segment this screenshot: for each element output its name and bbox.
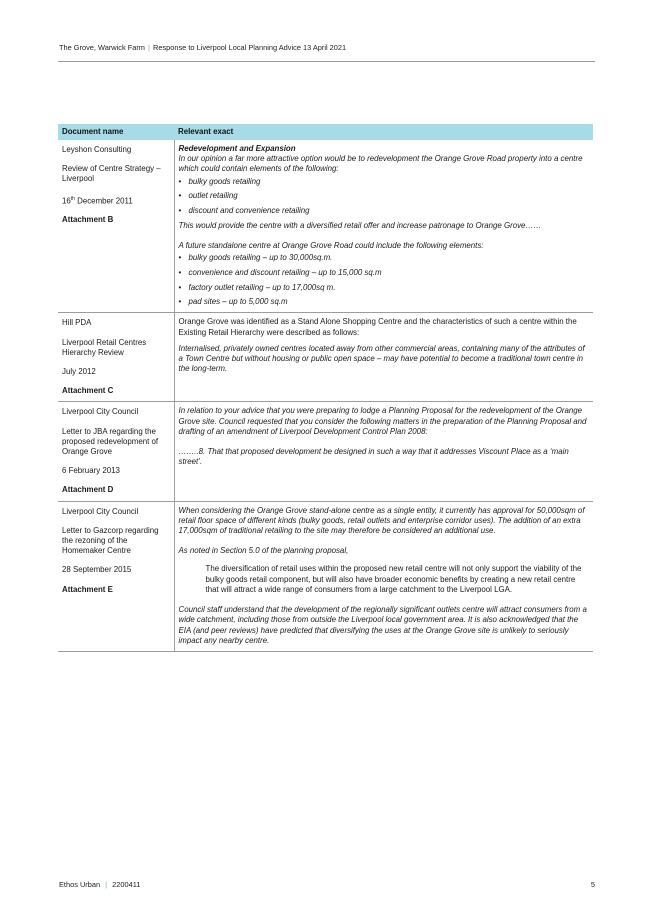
excerpt-paragraph: Internalised, privately owned centres located away from other commercial areas, containing many of the attributes of a Town Centre but without housing or public open space – may have potential to become a traditional town centre in the long-term.: [178, 343, 585, 374]
list-item: • discount and convenience retailing: [179, 206, 590, 216]
documents-table: [58, 124, 593, 652]
excerpt-paragraph: This would provide the centre with a diversified retail offer and increase patronage to Orange Grove……: [178, 220, 542, 230]
excerpt-paragraph: A future standalone centre at Orange Grove Road could include the following elements:: [178, 240, 484, 250]
document-date: July 2012: [62, 367, 96, 377]
table-header-row: [58, 124, 593, 140]
header-title: Response to Liverpool Local Planning Advice 13 April 2021: [153, 43, 347, 52]
column-header-document-name: Document name: [58, 124, 174, 140]
excerpt-paragraph: In our opinion a far more attractive option would be to redevelopment the Orange Grove Road property into a centre which could contain elements of the following:: [178, 154, 583, 174]
header-rule: [58, 61, 595, 62]
excerpt-paragraph: When considering the Orange Grove stand-alone centre as a single entity, it currently has approval for 50,000sqm of retail floor space of different kinds (bulky goods, retail outlets and enterprise corridor uses). The addition of an extra 17,000sqm of traditional retailing to the site may therefore be considered an additional use.: [178, 505, 585, 536]
page-header: [59, 43, 346, 52]
document-cell: [58, 313, 174, 402]
document-date: 16th December 2011: [62, 195, 133, 206]
excerpt-cell: [174, 501, 593, 651]
list-item: • factory outlet retailing – up to 17,000sq m.: [179, 283, 590, 293]
document-author: Hill PDA: [62, 318, 92, 328]
excerpt-cell: [174, 402, 593, 501]
list-item: • bulky goods retailing – up to 30,000sq.m.: [179, 253, 590, 263]
attachment-label: Attachment C: [62, 386, 114, 396]
document-author: Liverpool City Council: [62, 506, 139, 516]
excerpt-paragraph: ……..8. That that proposed development be designed in such a way that it addresses Viscount Place as a ‘main street’.: [178, 447, 569, 467]
document-date: 28 September 2015: [62, 565, 132, 575]
footer-company: Ethos Urban: [59, 880, 101, 889]
list-item: • bulky goods retailing: [179, 177, 590, 187]
excerpt-paragraph: Orange Grove was identified as a Stand Alone Shopping Centre and the characteristics of such a centre within the Existing Retail Hierarchy were described as follows:: [178, 317, 577, 337]
excerpt-list: [179, 177, 590, 217]
page-number: 5: [590, 880, 595, 889]
excerpt-cell: [174, 313, 593, 402]
table-row: [58, 501, 593, 651]
list-item: • pad sites – up to 5,000 sq.m: [179, 297, 590, 307]
document-title: Review of Centre Strategy – Liverpool: [62, 164, 161, 184]
header-project: The Grove, Warwick Farm: [59, 43, 145, 52]
excerpt-heading: Redevelopment and Expansion: [178, 144, 296, 153]
table-row: [58, 140, 593, 313]
document-author: Leyshon Consulting: [62, 145, 132, 154]
excerpt-quote: The diversification of retail uses within the proposed new retail centre will not only support the viability of the bulky goods retail component, but will also have broader economic benefits by creating a new retail centre that will attract a wide range of consumers from a large catchment to the Liverpool LGA.: [205, 564, 582, 594]
document-title: Letter to Gazcorp regarding the rezoning of the Homemaker Centre: [62, 525, 159, 556]
excerpt-list: [179, 253, 590, 307]
footer-job-number: 2200411: [112, 880, 141, 889]
excerpt-paragraph: Council staff understand that the development of the regionally significant outlets centre will attract consumers from a wide catchment, including those from outside the Liverpool local government area. It is also acknowledged that the EIA (and peer reviews) have predicted that diversifying the uses at the Orange Grove site is unlikely to seriously impact any nearby centre.: [178, 605, 587, 645]
document-cell: [58, 140, 174, 313]
excerpt-cell: [174, 140, 593, 313]
document-author: Liverpool City Council: [62, 407, 139, 417]
attachment-label: Attachment E: [62, 584, 113, 594]
page-footer: [59, 880, 140, 889]
footer-separator: |: [105, 880, 108, 889]
document-cell: [58, 501, 174, 651]
attachment-label: Attachment B: [62, 215, 114, 225]
document-cell: [58, 402, 174, 501]
list-item: • convenience and discount retailing – up to 15,000 sq.m: [179, 268, 590, 278]
document-title: Letter to JBA regarding the proposed redevelopment of Orange Grove: [62, 426, 159, 457]
document-date: 6 February 2013: [62, 466, 120, 476]
list-item: • outlet retailing: [179, 191, 590, 201]
attachment-label: Attachment D: [62, 485, 114, 495]
table-row: [58, 313, 593, 402]
table-row: [58, 402, 593, 501]
excerpt-paragraph: In relation to your advice that you were preparing to lodge a Planning Proposal for the redevelopment of the Orange Grove site. Council requested that you consider the following matters in the preparation of the Planning Proposal and drafting of an amendment of Liverpool Development Control Plan 2008:: [178, 406, 587, 436]
excerpt-paragraph: As noted in Section 5.0 of the planning proposal,: [178, 546, 349, 556]
header-separator: |: [148, 43, 150, 52]
document-title: Liverpool Retail Centres Hierarchy Review: [62, 337, 147, 357]
column-header-relevant-exact: Relevant exact: [174, 124, 593, 140]
